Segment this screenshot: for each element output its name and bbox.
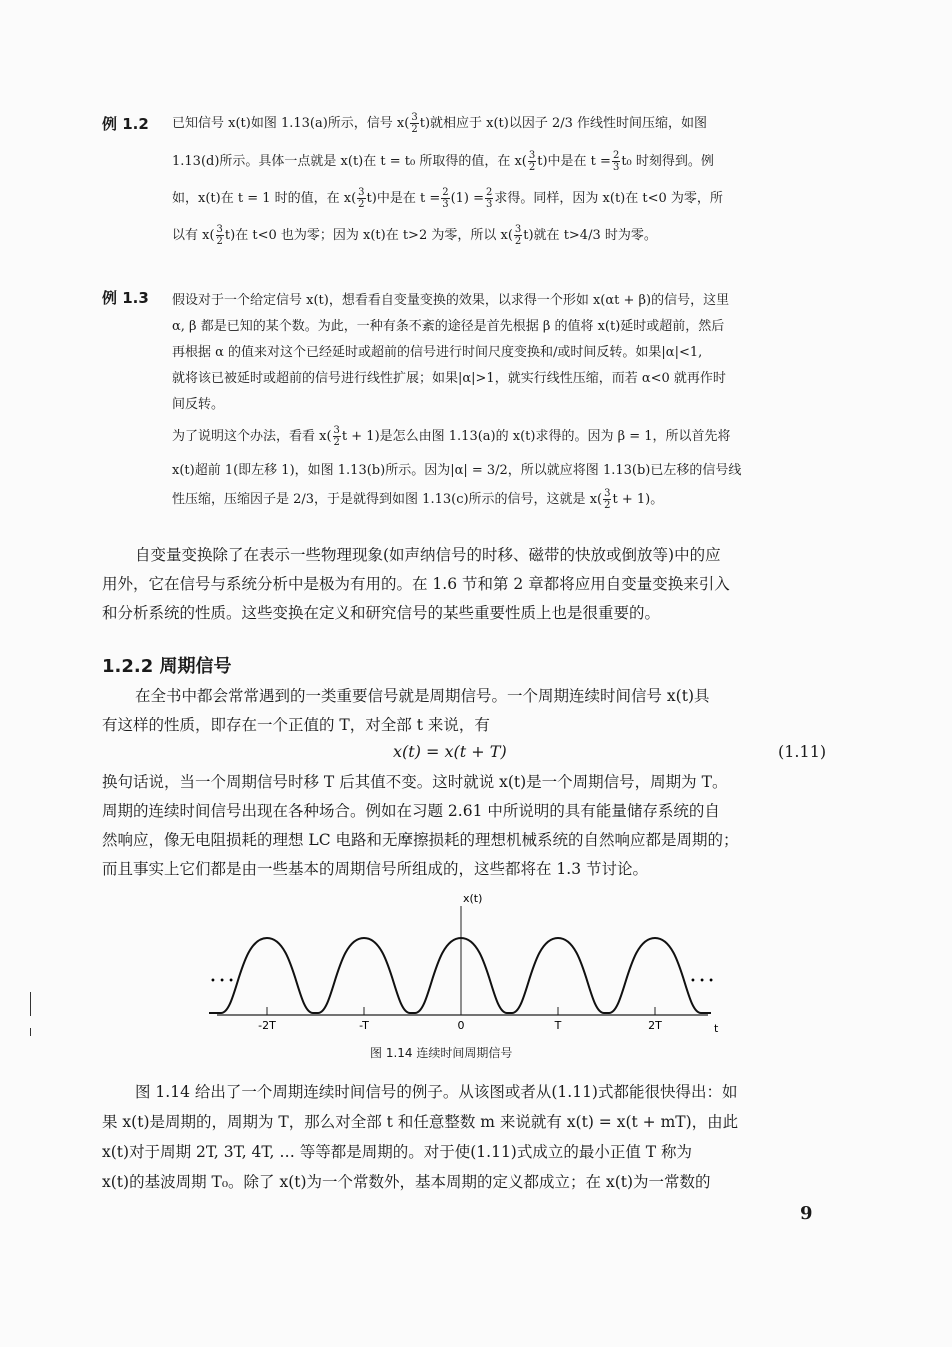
example-1-3-p2-line-3: 性压缩，压缩因子是 2/3，于是就得到如图 1.13(c)所示的信号，这就是 x( $\frac{3}{2}$ t + 1)。 <box>172 488 664 511</box>
para4-line-1: 图 1.14 给出了一个周期连续时间信号的例子。从该图或者从(1.11)式都能很快得出：如 <box>135 1083 738 1101</box>
example-1-3-line-2: α, β 都是已知的某个数。为此，一种有条不紊的途径是首先根据 β 的值将 x(t)延时或超前，然后 <box>172 319 725 334</box>
x-tick-label: -T <box>359 1019 369 1032</box>
para2-line-2: 有这样的性质，即存在一个正值的 T，对全部 t 来说，有 <box>102 716 490 734</box>
example-1-2-line-1: 已知信号 x(t)如图 1.13(a)所示，信号 x( $\frac{3}{2}$ t)就相应于 x(t)以因子 2/3 作线性时间压缩，如图 <box>172 112 708 135</box>
scan-mark <box>30 1028 31 1036</box>
equation: x(t) = x(t + T) <box>393 742 507 761</box>
x-tick-label: 0 <box>457 1019 465 1032</box>
scan-mark <box>30 992 31 1016</box>
para1-line-3: 和分析系统的性质。这些变换在定义和研究信号的某些重要性质上也是很重要的。 <box>102 604 661 622</box>
fraction: $\frac{2}{3}$ <box>442 187 449 210</box>
para3-line-4: 而且事实上它们都是由一些基本的周期信号所组成的，这些都将在 1.3 节讨论。 <box>102 860 649 878</box>
fraction: $\frac{2}{3}$ <box>612 150 620 173</box>
fraction: $\frac{3}{2}$ <box>358 187 365 210</box>
example-1-3-line-4: 就将该已被延时或超前的信号进行线性扩展；如果|α|>1，就实行线性压缩，而若 α<0 就再作时 <box>172 371 726 386</box>
para4-line-4: x(t)的基波周期 T₀。除了 x(t)为一个常数外，基本周期的定义都成立；在 x(t)为一常数的 <box>102 1173 711 1191</box>
example-1-2-line-4: 以有 x( $\frac{3}{2}$ t)在 t<0 也为零；因为 x(t)在 t>2 为零，所以 x( $\frac{3}{2}$ t)就在 t>4/3 时为零。 <box>172 224 657 247</box>
section-heading: 1.2.2 周期信号 <box>102 656 232 677</box>
para4-line-3: x(t)对于周期 2T, 3T, 4T, … 等等都是周期的。对于使(1.11)式成立的最小正值 T 称为 <box>102 1143 693 1161</box>
example-1-2-label: 例 1.2 <box>102 115 149 133</box>
fraction: $\frac{3}{2}$ <box>604 488 611 511</box>
para1-line-1: 自变量变换除了在表示一些物理现象(如声纳信号的时移、磁带的快放或倒放等)中的应 <box>135 546 721 564</box>
example-1-3-line-5: 间反转。 <box>172 397 225 412</box>
example-1-3-p2-line-1: 为了说明这个办法，看看 x( $\frac{3}{2}$ t + 1)是怎么由图 1.13(a)的 x(t)求得的。因为 β = 1，所以首先将 <box>172 425 731 448</box>
para4-line-2: 果 x(t)是周期的，周期为 T，那么对全部 t 和任意整数 m 来说就有 x(t) = x(t + mT)，由此 <box>102 1113 739 1131</box>
y-axis-label: x(t) <box>463 892 483 905</box>
example-1-3-line-1: 假设对于一个给定信号 x(t)，想看看自变量变换的效果，以求得一个形如 x(αt + β)的信号，这里 <box>172 293 730 308</box>
equation-number: (1.11) <box>778 742 827 761</box>
example-1-3-p2-line-2: x(t)超前 1(即左移 1)，如图 1.13(b)所示。因为|α| = 3/2，所以就应将图 1.13(b)已左移的信号线 <box>172 463 742 478</box>
fraction: $\frac{3}{2}$ <box>528 150 536 173</box>
para2-line-1: 在全书中都会常常遇到的一类重要信号就是周期信号。一个周期连续时间信号 x(t)具 <box>135 687 710 705</box>
fraction: $\frac{3}{2}$ <box>411 112 418 135</box>
para1-line-2: 用外，它在信号与系统分析中是极为有用的。在 1.6 节和第 2 章都将应用自变量变换来引入 <box>102 575 730 593</box>
fraction: $\frac{2}{3}$ <box>486 187 493 210</box>
example-1-3-label: 例 1.3 <box>102 289 149 307</box>
figure-caption: 图 1.14 连续时间周期信号 <box>370 1046 513 1060</box>
x-tick-label: 2T <box>648 1019 662 1032</box>
fraction: $\frac{3}{2}$ <box>216 224 223 247</box>
fraction: $\frac{3}{2}$ <box>514 224 522 247</box>
example-1-2-line-2: 1.13(d)所示。具体一点就是 x(t)在 t = t₀ 所取得的值，在 x( $\frac{3}{2}$ t)中是在 t = $\frac{2}{3}$ t₀ 时刻得到。例 <box>172 150 714 173</box>
para3-line-2: 周期的连续时间信号出现在各种场合。例如在习题 2.61 中所说明的具有能量储存系统的自 <box>102 802 720 820</box>
x-tick-label: -2T <box>258 1019 276 1032</box>
para3-line-3: 然响应，像无电阻损耗的理想 LC 电路和无摩擦损耗的理想机械系统的自然响应都是周期的； <box>102 831 739 849</box>
dots-left: • • • <box>210 976 235 987</box>
example-1-3-line-3: 再根据 α 的值来对这个已经延时或超前的信号进行时间尺度变换和/或时间反转。如果|α|<1, <box>172 345 703 360</box>
dots-right: • • • <box>690 976 715 987</box>
periodic-signal-curve <box>209 938 711 1013</box>
page-number: 9 <box>800 1203 813 1224</box>
para3-line-1: 换句话说，当一个周期信号时移 T 后其值不变。这时就说 x(t)是一个周期信号，周期为 T。 <box>102 773 728 791</box>
fraction: $\frac{3}{2}$ <box>333 425 340 448</box>
periodic-signal-figure <box>200 888 740 1038</box>
x-axis-label: t <box>714 1022 719 1035</box>
example-1-2-line-3: 如，x(t)在 t = 1 时的值，在 x( $\frac{3}{2}$ t)中是在 t = $\frac{2}{3}$ (1) = $\frac{2}{3}$ 求得。同样，因为 x(t)在 t<0 为零，所 <box>172 187 723 210</box>
x-tick-label: T <box>554 1019 562 1032</box>
